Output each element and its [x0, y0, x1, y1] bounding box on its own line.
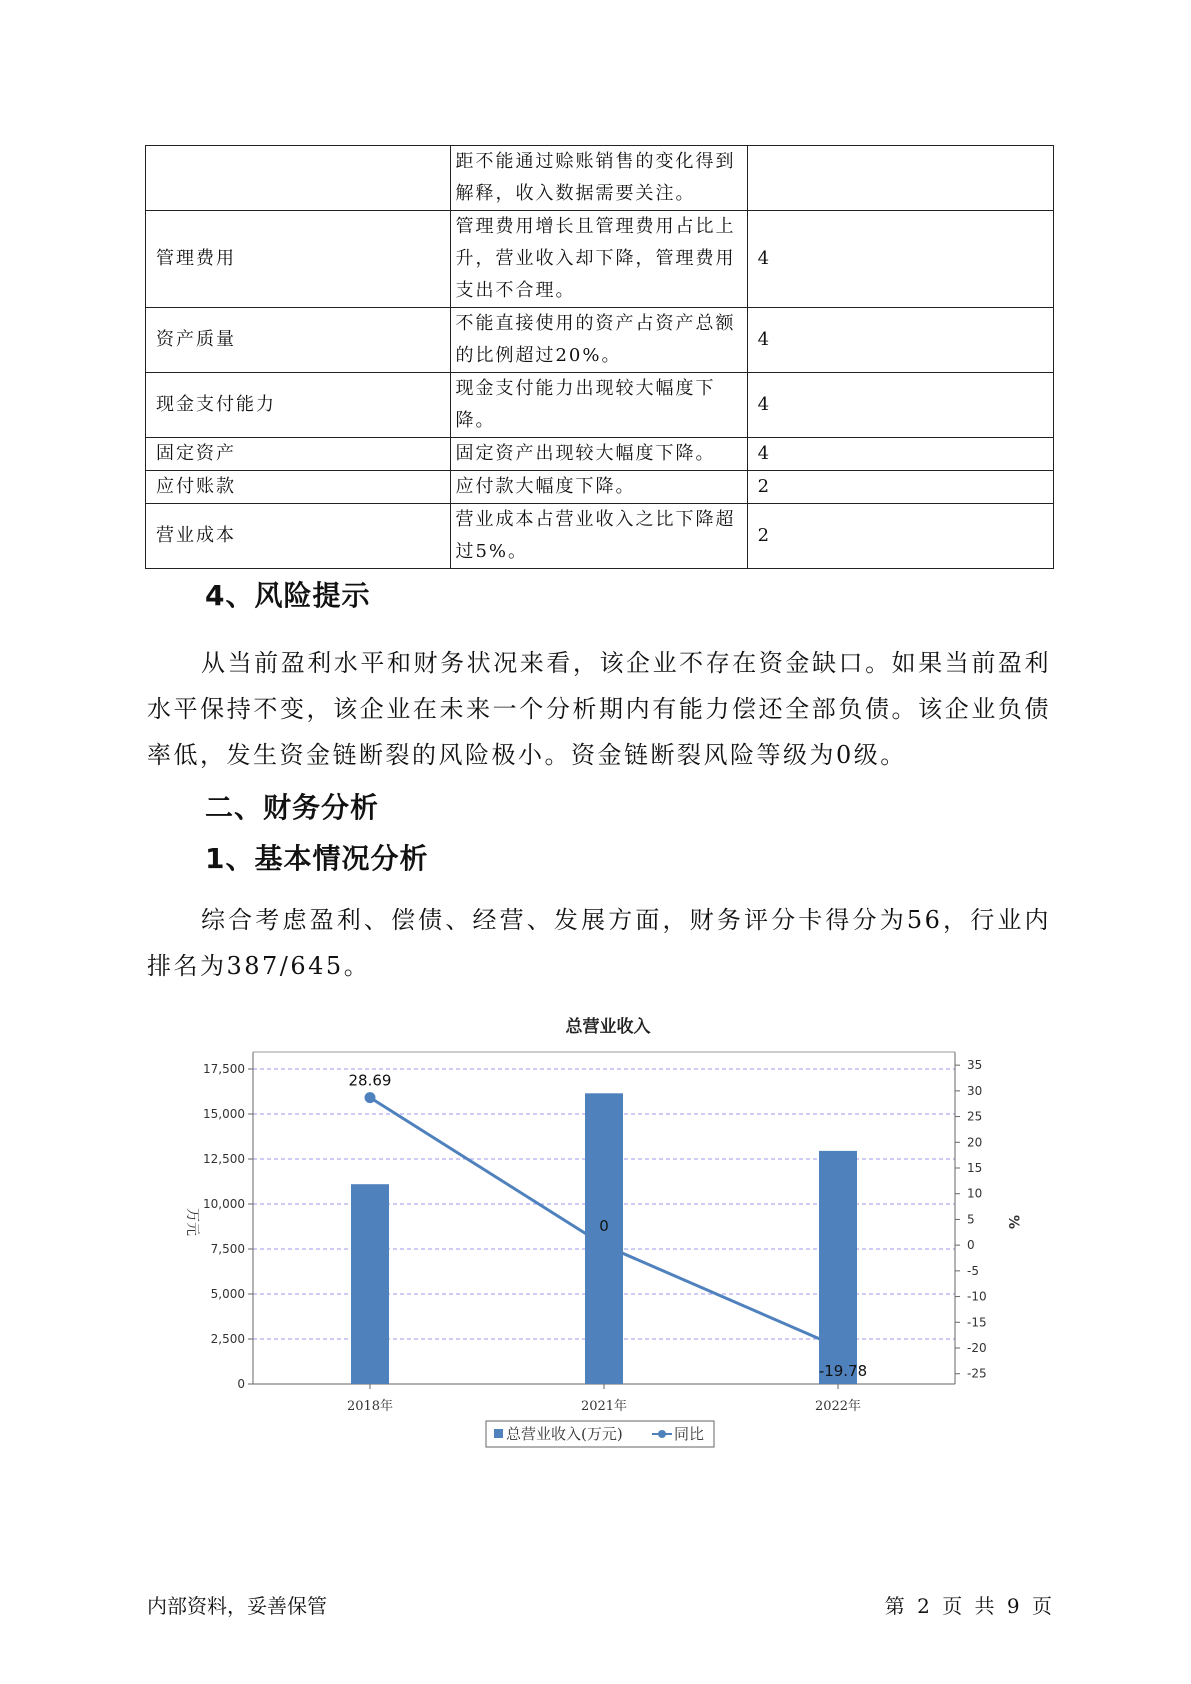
table-cell-score: 2	[747, 471, 1053, 504]
table-cell-item: 管理费用	[146, 211, 451, 308]
y2-tick-label: 5	[967, 1212, 975, 1227]
table-cell-item: 固定资产	[146, 438, 451, 471]
chart-title: 总营业收入	[565, 1017, 651, 1037]
table-cell-score	[747, 146, 1053, 211]
x-tick-label: 2018年	[346, 1399, 394, 1414]
y2-tick-label: -10	[967, 1289, 987, 1304]
bar	[351, 1184, 389, 1384]
y-tick-label: 10,000	[203, 1197, 245, 1211]
x-tick-label: 2021年	[580, 1399, 628, 1414]
table-cell-description: 不能直接使用的资产占资产总额的比例超过20%。	[451, 308, 747, 373]
table-cell-item: 现金支付能力	[146, 373, 451, 438]
bar	[585, 1093, 623, 1384]
data-label: 0	[599, 1217, 609, 1236]
table-cell-score: 2	[747, 504, 1053, 569]
footer-confidential: 内部资料，妥善保管	[147, 1594, 327, 1618]
table-cell-item: 营业成本	[146, 504, 451, 569]
table-cell-score: 4	[747, 211, 1053, 308]
legend-line-label: 同比	[674, 1425, 705, 1443]
y-tick-label: 7,500	[210, 1242, 245, 1256]
table-cell-description: 管理费用增长且管理费用占比上升，营业收入却下降，管理费用支出不合理。	[451, 211, 747, 308]
table-cell-description: 营业成本占营业收入之比下降超过5%。	[451, 504, 747, 569]
table-cell-score: 4	[747, 308, 1053, 373]
risk-heading: 4、风险提示	[205, 579, 371, 612]
basic-analysis-heading: 1、基本情况分析	[205, 842, 429, 875]
y2-axis-label: %	[1005, 1214, 1021, 1230]
y2-tick-label: 25	[967, 1109, 983, 1124]
table-cell-item	[146, 146, 451, 211]
table-row	[146, 146, 1054, 211]
x-tick-label: 2022年	[814, 1399, 862, 1414]
data-label: 28.69	[348, 1071, 392, 1090]
legend-bar-swatch	[494, 1429, 503, 1438]
y-tick-label: 2,500	[210, 1332, 245, 1346]
y2-tick-label: 20	[967, 1135, 983, 1150]
table-cell-score: 4	[747, 373, 1053, 438]
y-tick-label: 5,000	[210, 1287, 245, 1301]
y2-tick-label: 0	[967, 1238, 975, 1253]
y-tick-label: 15,000	[203, 1107, 245, 1121]
table-row	[146, 373, 1054, 438]
table-row	[146, 308, 1054, 373]
table-row	[146, 438, 1054, 471]
line-point	[365, 1092, 376, 1103]
revenue-chart	[160, 1010, 1040, 1460]
y2-tick-label: 10	[967, 1186, 983, 1201]
table-cell-item: 资产质量	[146, 308, 451, 373]
bar	[819, 1151, 857, 1384]
legend-line-marker	[658, 1430, 666, 1438]
table-row	[146, 211, 1054, 308]
y2-tick-label: -20	[967, 1341, 987, 1355]
legend-bar-label: 总营业收入(万元)	[506, 1425, 623, 1443]
y2-tick-label: -5	[967, 1263, 979, 1278]
table-cell-description: 现金支付能力出现较大幅度下降。	[451, 373, 747, 438]
table-cell-description: 距不能通过赊账销售的变化得到解释，收入数据需要关注。	[451, 146, 747, 211]
y-tick-label: 0	[237, 1377, 245, 1391]
basic-analysis-paragraph: 综合考虑盈利、偿债、经营、发展方面，财务评分卡得分为56，行业内排名为387/645。	[147, 906, 1051, 980]
table-cell-item: 应付账款	[146, 471, 451, 504]
data-label: -19.78	[818, 1361, 868, 1380]
y-axis-label: 万元	[184, 1208, 200, 1236]
y2-tick-label: 30	[967, 1083, 983, 1098]
table-row	[146, 471, 1054, 504]
footer-page-number: 第 2 页 共 9 页	[884, 1594, 1052, 1618]
y2-tick-label: -15	[967, 1315, 987, 1330]
table-cell-description: 应付款大幅度下降。	[451, 471, 747, 504]
y2-tick-label: 35	[967, 1058, 983, 1073]
risk-paragraph: 从当前盈利水平和财务状况来看，该企业不存在资金缺口。如果当前盈利水平保持不变，该企业在未来一个分析期内有能力偿还全部负债。该企业负债率低，发生资金链断裂的风险极小。资金链断裂风险等级为0级。	[147, 649, 1051, 769]
y-tick-label: 17,500	[203, 1062, 245, 1076]
y-tick-label: 12,500	[203, 1152, 245, 1166]
table-cell-description: 固定资产出现较大幅度下降。	[451, 438, 747, 471]
y2-tick-label: 15	[967, 1161, 983, 1175]
risk-table	[145, 145, 1054, 569]
financial-analysis-heading: 二、财务分析	[205, 791, 380, 824]
table-row	[146, 504, 1054, 569]
table-cell-score: 4	[747, 438, 1053, 471]
y2-tick-label: -25	[967, 1366, 987, 1381]
